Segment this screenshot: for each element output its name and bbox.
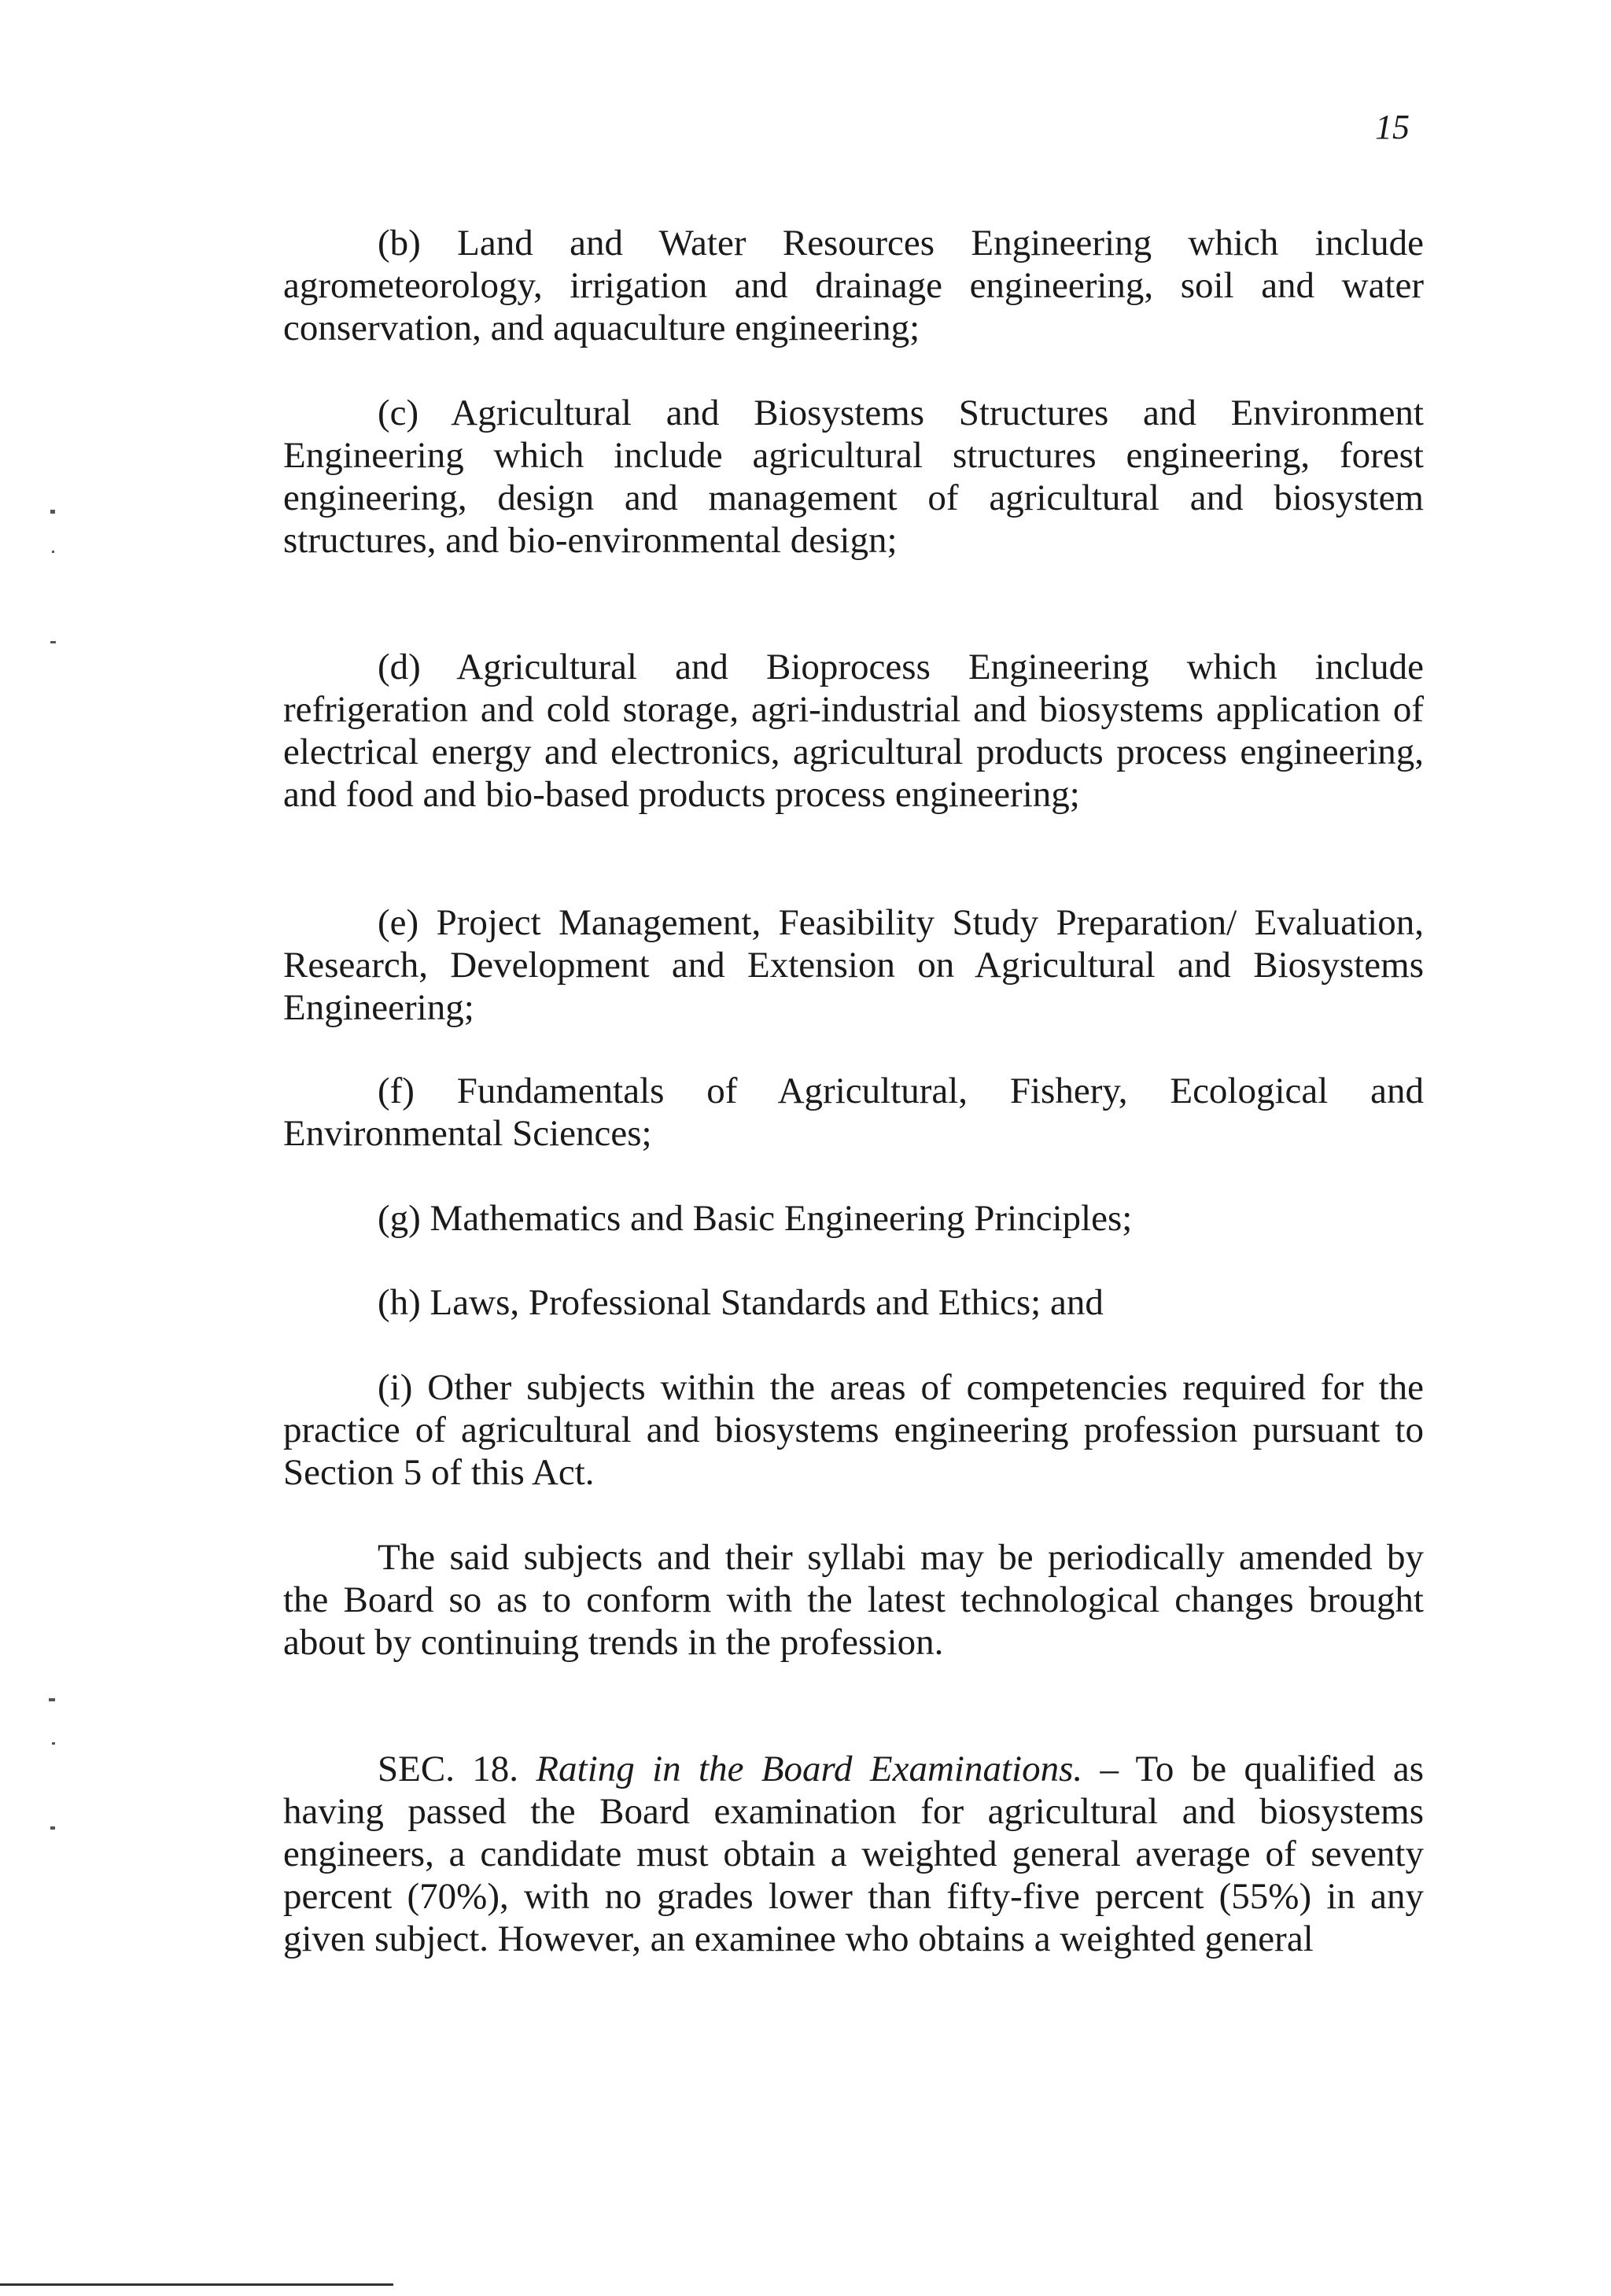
margin-mark-1 [50, 510, 55, 514]
paragraph-g: (g) Mathematics and Basic Engineering Principles; [378, 1198, 1133, 1239]
paragraph-d: (d) Agricultural and Bioprocess Engineering which include refrigeration and cold storage, agri-industrial and biosystems application of electrical energy and electronics, agricultural products process engineering, and food and bio-based products process engineering; [283, 647, 1424, 815]
margin-mark-6 [50, 1826, 55, 1830]
paragraph-said-subjects: The said subjects and their syllabi may be periodically amended by the Board so as to conform with the latest technological changes brought about by continuing trends in the profession. [283, 1537, 1424, 1663]
paragraph-b: (b) Land and Water Resources Engineering which include agrometeorology, irrigation and drainage engineering, soil and water conservation, and aquaculture engineering; [283, 223, 1424, 348]
paragraph-f: (f) Fundamentals of Agricultural, Fishery, Ecological and Environmental Sciences; [283, 1071, 1424, 1154]
paragraph-h: (h) Laws, Professional Standards and Ethics; and [378, 1282, 1104, 1323]
section-18-number: SEC. 18. [378, 1749, 519, 1789]
paragraph-i: (i) Other subjects within the areas of competencies required for the practice of agricultural and biosystems engineering profession pursuant to Section 5 of this Act. [283, 1367, 1424, 1493]
page-number: 15 [1375, 108, 1410, 146]
section-18-body: – To be qualified as having passed the Board examination for agricultural and biosystems engineers, a candidate must obtain a weighted general average of seventy percent (70%), with no grades lower than fifty-five percent (55%) in any given subject. However, an examinee who obtains a weighted general [283, 1749, 1425, 1959]
paragraph-e: (e) Project Management, Feasibility Study Preparation/ Evaluation, Research, Development and Extension on Agricultural and Biosystems Engineering; [283, 902, 1424, 1028]
paragraph-c: (c) Agricultural and Biosystems Structures and Environment Engineering which include agricultural structures engineering, forest engineering, design and management of agricultural and biosystem structures, and bio-environmental design; [283, 392, 1424, 561]
margin-mark-2 [52, 551, 54, 553]
margin-mark-5 [52, 1742, 55, 1745]
margin-mark-4 [49, 1698, 55, 1701]
section-18-title: Rating in the Board Examinations. [536, 1749, 1083, 1789]
bottom-rule [0, 2283, 393, 2286]
margin-mark-3 [50, 641, 56, 643]
section-18-paragraph [283, 1748, 1424, 1960]
